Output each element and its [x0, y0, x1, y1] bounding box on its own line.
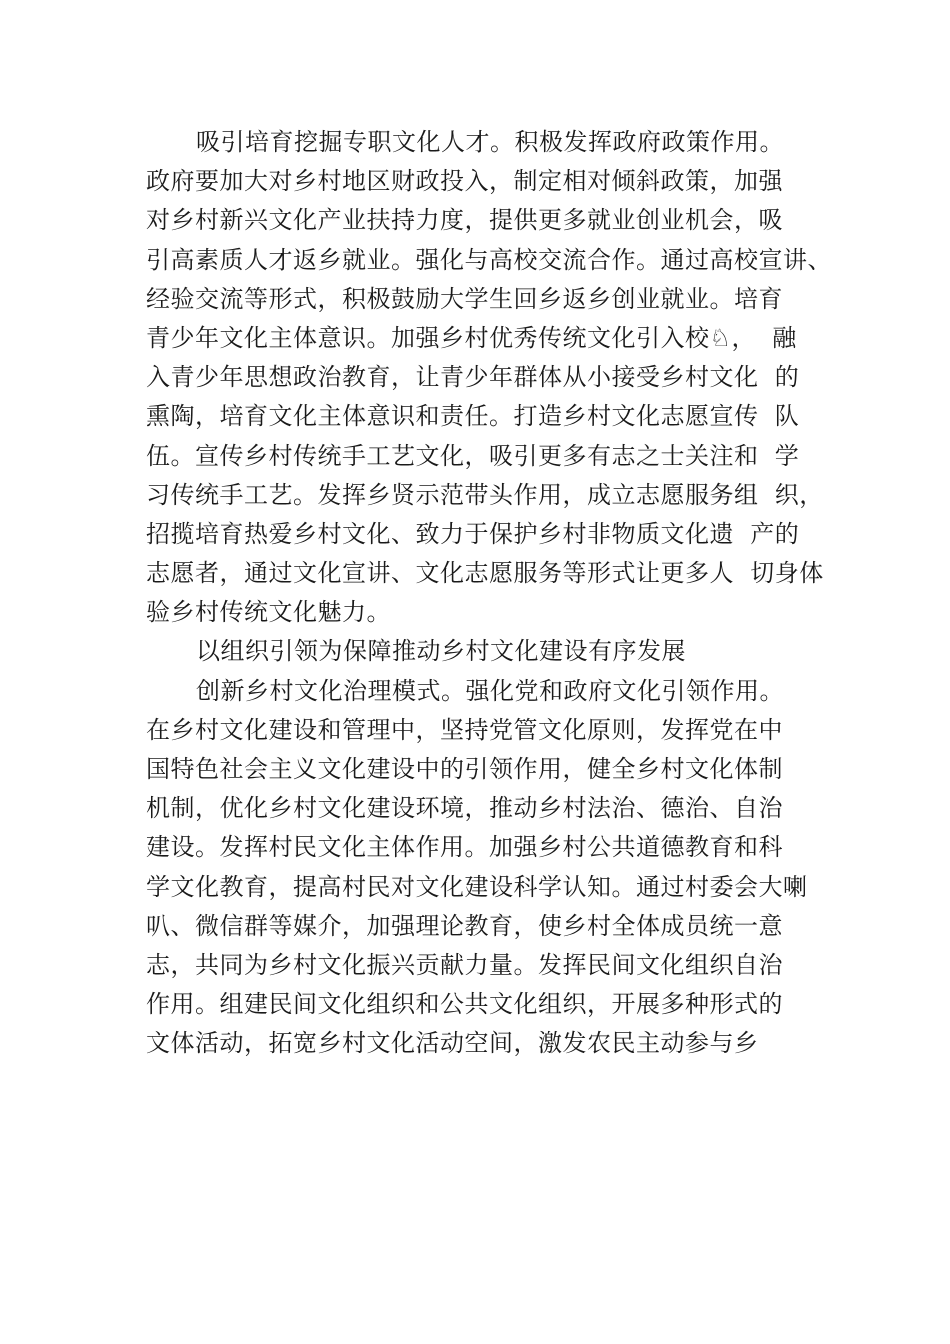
- paragraph-first-line: 吸引培育挖掘专职文化人才。积极发挥政府政策作用。: [196, 128, 784, 156]
- text-line: 对乡村新兴文化产业扶持力度，提供更多就业创业机会，吸: [146, 206, 783, 235]
- text-line: 叭、微信群等媒介，加强理论教育，使乡村全体成员统一意: [146, 911, 783, 940]
- text-line: 招揽培育热爱乡村文化、致力于保护乡村非物质文化遗 产的: [146, 519, 800, 548]
- text-line: 引高素质人才返乡就业。强化与高校交流合作。通过高校宣讲、: [146, 245, 832, 274]
- text-line: 验乡村传统文化魅力。: [146, 598, 391, 627]
- text-line: 青少年文化主体意识。加强乡村优秀传统文化引入校♘， 融: [146, 323, 797, 352]
- paragraph-first-line: 创新乡村文化治理模式。强化党和政府文化引领作用。: [196, 676, 784, 705]
- text-line: 作用。组建民间文化组织和公共文化组织，开展多种形式的: [146, 990, 783, 1019]
- text-line: 政府要加大对乡村地区财政投入，制定相对倾斜政策，加强: [146, 167, 783, 196]
- text-line: 志，共同为乡村文化振兴贡献力量。发挥民间文化组织自治: [146, 950, 783, 979]
- text-line: 学文化教育，提高村民对文化建设科学认知。通过村委会大喇: [146, 872, 808, 901]
- text-line: 志愿者，通过文化宣讲、文化志愿服务等形式让更多人 切身体: [146, 559, 824, 588]
- text-line: 建设。发挥村民文化主体作用。加强乡村公共道德教育和科: [146, 833, 783, 862]
- text-line: 在乡村文化建设和管理中，坚持党管文化原则，发挥党在中: [146, 715, 783, 744]
- text-line: 国特色社会主义文化建设中的引领作用，健全乡村文化体制: [146, 755, 783, 783]
- text-line: 文体活动，拓宽乡村文化活动空间，激发农民主动参与乡: [146, 1029, 759, 1058]
- text-line: 经验交流等形式，积极鼓励大学生回乡返乡创业就业。培育: [146, 284, 783, 313]
- document-body: [146, 123, 846, 1064]
- text-line: 入青少年思想政治教育，让青少年群体从小接受乡村文化 的: [146, 363, 800, 392]
- text-line: 习传统手工艺。发挥乡贤示范带头作用，成立志愿服务组 织，: [146, 480, 824, 509]
- text-line: 机制，优化乡村文化建设环境，推动乡村法治、德治、自治: [146, 794, 783, 823]
- text-line: 熏陶，培育文化主体意识和责任。打造乡村文化志愿宣传 队: [146, 402, 800, 431]
- text-line: 伍。宣传乡村传统手工艺文化，吸引更多有志之士关注和 学: [146, 441, 800, 470]
- paragraph-first-line: 以组织引领为保障推动乡村文化建设有序发展: [196, 637, 686, 666]
